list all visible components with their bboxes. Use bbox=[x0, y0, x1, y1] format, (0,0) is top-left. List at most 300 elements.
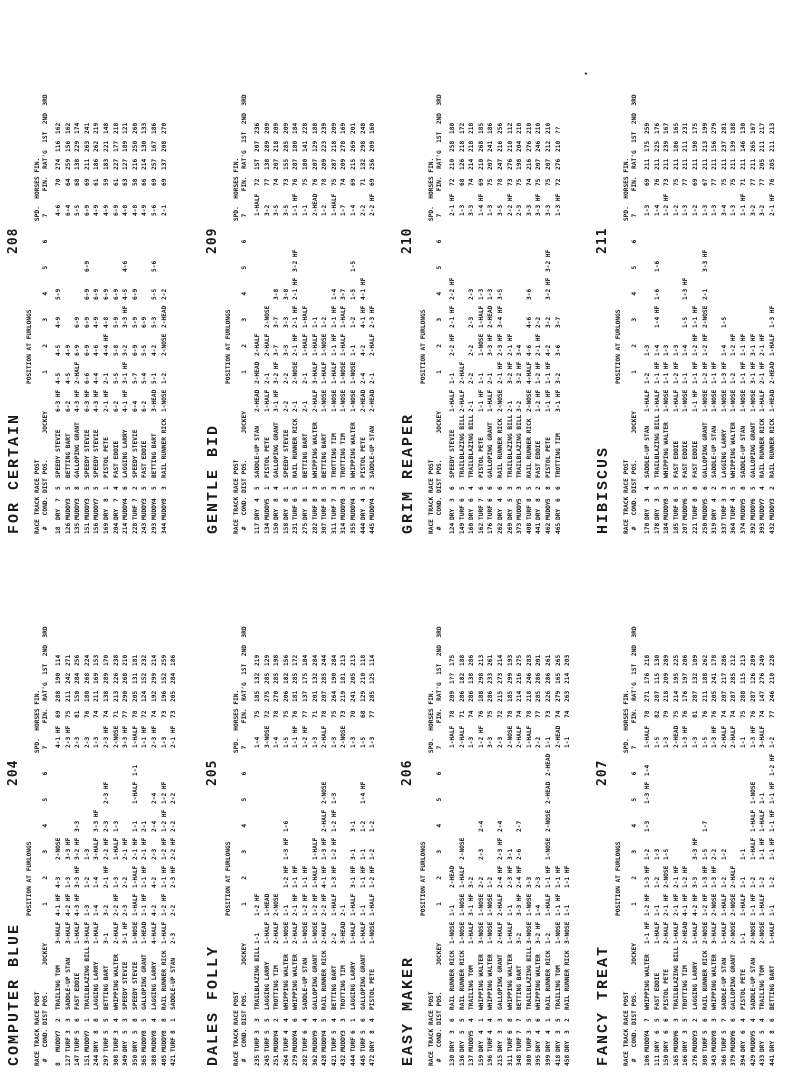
race-num: 214 bbox=[122, 522, 130, 534]
horse-3rd: 275 bbox=[516, 654, 524, 666]
furlong-3: 1-3 bbox=[64, 876, 72, 888]
furlong-1: 1-HEAD bbox=[768, 389, 776, 412]
horse-3rd: 176 bbox=[653, 122, 661, 134]
furlong-1: 1-NOSE bbox=[682, 389, 690, 412]
finish: 1-HALF bbox=[254, 193, 261, 216]
furlong-6: 3-3 HF bbox=[701, 249, 709, 272]
horse-2nd: 218 bbox=[468, 140, 476, 152]
furlong-4: 5-3 bbox=[150, 316, 158, 328]
race-row bbox=[73, 34, 83, 534]
furlong-2: 1-HALF bbox=[330, 893, 338, 916]
speed-rating: 71 bbox=[739, 178, 747, 186]
post-pos: 8 bbox=[74, 486, 82, 490]
furlong-2: 2-2 bbox=[170, 904, 178, 916]
furlong-3: 1-1 HF bbox=[544, 865, 552, 888]
horse-2nd: 126 bbox=[749, 672, 757, 684]
furlong-4: 3-7 bbox=[273, 316, 281, 328]
furlong-3: 4-6 bbox=[93, 344, 101, 356]
furlong-1: 3-HALF bbox=[83, 921, 91, 944]
horse-number: 208 bbox=[6, 227, 21, 254]
speed-rating: 59 bbox=[102, 178, 110, 186]
horse-3rd: 228 bbox=[768, 654, 776, 666]
horse-3rd: 133 bbox=[141, 122, 149, 134]
race-dist: 5 bbox=[720, 1030, 728, 1034]
furlong-1: 1-HALF bbox=[468, 921, 476, 944]
furlong-1: 2-HALF bbox=[273, 921, 281, 944]
furlong-2: 1-1 bbox=[477, 372, 485, 384]
speed-rating: 72 bbox=[554, 178, 562, 186]
horse-1st: 286 bbox=[487, 690, 495, 702]
race-num: 374 bbox=[739, 522, 747, 534]
furlong-4: 2-2 HF bbox=[102, 837, 110, 860]
furlong-1: 1-HALF bbox=[263, 389, 271, 412]
furlong-2: 1-1 HF bbox=[711, 361, 719, 384]
furlong-4: 3-2 HF bbox=[74, 837, 82, 860]
race-row bbox=[758, 34, 768, 534]
position-at-furlongs-label: POSITION AT FURLONGS bbox=[615, 841, 622, 916]
furlong-2: 2-NOSE bbox=[273, 893, 281, 916]
furlong-4: 2-NOSE bbox=[701, 305, 709, 328]
horse-1st: 209 bbox=[340, 158, 348, 170]
horse-2nd: 156 bbox=[711, 140, 719, 152]
furlong-4: 2-3 bbox=[150, 848, 158, 860]
horse-3rd: 224 bbox=[83, 654, 91, 666]
race-dist: 4 bbox=[282, 1030, 290, 1034]
post-pos: 2 bbox=[768, 486, 776, 490]
furlong-4: 1-1 HF bbox=[691, 305, 699, 328]
furlong-4: 2-NOSE bbox=[458, 837, 466, 860]
horse-2nd: 285 bbox=[263, 672, 271, 684]
post-pos: 6 bbox=[701, 486, 709, 490]
furlong-7: 2-HEAD bbox=[544, 753, 552, 776]
track-cond: DRY bbox=[477, 1040, 485, 1052]
horse-2nd: 208 bbox=[160, 140, 168, 152]
race-num: 445 bbox=[369, 522, 377, 534]
horse-2nd: 167 bbox=[150, 140, 158, 152]
horse-1st: 276 bbox=[554, 158, 562, 170]
race-dist: 3 bbox=[496, 1030, 504, 1034]
horse-1st: 271 bbox=[644, 690, 651, 702]
furlong-2: 2-2 bbox=[468, 372, 476, 384]
furlong-2: 1-1 bbox=[506, 904, 514, 916]
finish: 1-3 bbox=[93, 736, 101, 748]
post-pos: 4 bbox=[468, 1018, 476, 1022]
furlong-4: 1-1 bbox=[739, 848, 747, 860]
jockey: WHIPPING WALTER bbox=[292, 954, 300, 1010]
track-cond: MUDDY bbox=[263, 501, 271, 520]
race-dist: 5 bbox=[701, 1030, 709, 1034]
race-row bbox=[272, 34, 282, 534]
jockey: FAST EDDIE bbox=[691, 440, 699, 478]
furlong-3: 2-4 HF bbox=[516, 865, 524, 888]
furlong-2: 6-6 bbox=[83, 372, 91, 384]
race-dist: 6 bbox=[554, 498, 562, 502]
finish: 3-3 bbox=[525, 204, 533, 216]
furlong-1: 1-HALF bbox=[768, 921, 776, 944]
furlong-2: 4-3 HF bbox=[74, 893, 82, 916]
track-cond: TURF bbox=[487, 505, 495, 520]
speed-rating: 70 bbox=[55, 178, 62, 186]
race-row bbox=[477, 34, 487, 534]
post-pos: 3 bbox=[311, 486, 319, 490]
race-row bbox=[720, 34, 730, 534]
post-pos: 5 bbox=[102, 1018, 110, 1022]
track-cond: MUDDY bbox=[682, 501, 690, 520]
track-cond: MUDDY bbox=[711, 1033, 719, 1052]
furlong-2: 2-1 bbox=[102, 372, 110, 384]
furlong-4: 1-1 HF bbox=[330, 305, 338, 328]
track-cond: DRY bbox=[711, 508, 719, 520]
race-dist: 6 bbox=[506, 1030, 514, 1034]
race-row bbox=[486, 566, 496, 1066]
track-cond: DRY bbox=[468, 508, 476, 520]
horse-1st: 192 bbox=[150, 690, 158, 702]
furlong-5: 1-3 bbox=[477, 288, 485, 300]
post-pos: 8 bbox=[544, 486, 552, 490]
furlong-4: 1-2 HF bbox=[160, 837, 168, 860]
track-cond: TURF bbox=[330, 1037, 338, 1052]
furlong-1: 1-NOSE bbox=[330, 389, 338, 412]
furlong-1: 2-1 bbox=[301, 400, 309, 412]
furlong-4: 2-2 bbox=[711, 848, 719, 860]
position-at-furlongs-label: POSITION AT FURLONGS bbox=[26, 309, 33, 384]
horse-2nd: 197 bbox=[682, 672, 690, 684]
race-row bbox=[64, 34, 74, 534]
furlong-5: 2-4 bbox=[477, 820, 485, 832]
horse-3rd: 156 bbox=[282, 654, 290, 666]
post-pos: 2 bbox=[535, 486, 543, 490]
horse-1st: 198 bbox=[516, 158, 524, 170]
furlong-1: 1-HALF bbox=[720, 921, 728, 944]
furlong-2: 1-1 HF bbox=[554, 893, 562, 916]
furlong-5: 3-7 bbox=[340, 288, 348, 300]
furlong-4: 1-5 bbox=[720, 316, 728, 328]
speed-rating: 74 bbox=[468, 178, 476, 186]
horse-2nd: 165 bbox=[554, 672, 562, 684]
speed-rating: 76 bbox=[477, 710, 485, 718]
furlong-2: 1-2 bbox=[160, 372, 168, 384]
furlong-2: 1-1 HF bbox=[663, 361, 671, 384]
furlong-3: 2-2 bbox=[122, 876, 130, 888]
furlong-4: 2-1 HF bbox=[141, 837, 149, 860]
post-pos: 8 bbox=[506, 1018, 514, 1022]
race-row bbox=[140, 566, 150, 1066]
race-row bbox=[681, 34, 691, 534]
horse-1st: 211 bbox=[711, 158, 719, 170]
horse-3rd: 209 bbox=[330, 122, 338, 134]
furlong-1: 2-2 bbox=[330, 932, 338, 944]
post-pos: 5 bbox=[458, 1018, 466, 1022]
furlong-5: 3-8 bbox=[282, 288, 290, 300]
race-dist: 7 bbox=[330, 498, 338, 502]
furlong-3: 2-4 HF bbox=[496, 865, 504, 888]
track-cond: MUDDY bbox=[663, 501, 671, 520]
furlong-6: 2-NOSE bbox=[321, 781, 329, 804]
furlong-2: 1-1 bbox=[449, 904, 456, 916]
horse-2nd: 210 bbox=[359, 672, 367, 684]
furlong-1: 2-NOSE bbox=[749, 921, 757, 944]
furlong-1: 2-HEAD bbox=[359, 389, 367, 412]
furlong-3: 1-1 HF bbox=[359, 865, 367, 888]
finish: 2-3 bbox=[83, 736, 91, 748]
race-dist: 3 bbox=[74, 498, 82, 502]
race-row bbox=[554, 34, 564, 534]
race-row bbox=[525, 34, 535, 534]
furlong-4: 3-1 bbox=[349, 848, 357, 860]
speed-rating: 74 bbox=[525, 178, 533, 186]
horse-2nd: 217 bbox=[720, 672, 728, 684]
horse-3rd: 148 bbox=[102, 122, 110, 134]
horse-3rd: 261 bbox=[544, 654, 552, 666]
furlong-3: 1-1 bbox=[349, 344, 357, 356]
speed-rating: 75 bbox=[739, 710, 747, 718]
furlong-3: 6-9 bbox=[74, 344, 82, 356]
track-cond: DRY bbox=[496, 1040, 504, 1052]
jockey: PISTOL PETE bbox=[263, 437, 271, 478]
race-row bbox=[477, 566, 487, 1066]
horse-3rd: 286 bbox=[720, 654, 728, 666]
speed-rating: 77 bbox=[263, 178, 271, 186]
post-pos: 4 bbox=[644, 486, 651, 490]
post-pos: 6 bbox=[477, 486, 485, 490]
post-pos: 6 bbox=[74, 1018, 82, 1022]
horse-3rd: 109 bbox=[691, 654, 699, 666]
furlong-2: 2-2 HF bbox=[321, 893, 329, 916]
track-cond: MUDDY bbox=[701, 501, 709, 520]
furlong-6: 1-3 bbox=[330, 792, 338, 804]
track-cond: DRY bbox=[759, 1040, 767, 1052]
race-dist: 4 bbox=[359, 498, 367, 502]
furlong-2: 2-2 bbox=[282, 372, 290, 384]
race-row bbox=[720, 566, 730, 1066]
furlong-1: 1-NOSE bbox=[340, 389, 348, 412]
horse-1st: 211 bbox=[691, 158, 699, 170]
horse-1st: 288 bbox=[55, 690, 62, 702]
speed-rating: 76 bbox=[311, 178, 319, 186]
horse-2nd: 250 bbox=[131, 140, 139, 152]
furlong-2: 3-3 HF bbox=[516, 893, 524, 916]
race-rows bbox=[253, 566, 378, 1066]
post-pos: 3 bbox=[711, 1018, 719, 1022]
speed-rating: 78 bbox=[644, 710, 651, 718]
speed-rating: 78 bbox=[131, 710, 139, 718]
race-dist: 3 bbox=[768, 498, 776, 502]
finish: 2-HALF bbox=[516, 725, 524, 748]
race-num: 169 bbox=[102, 522, 110, 534]
furlong-4: 2-2 HF bbox=[170, 837, 178, 860]
furlong-3: 2-HALF bbox=[730, 865, 738, 888]
horse-1st: 211 bbox=[701, 158, 709, 170]
horse-2nd: 132 bbox=[691, 672, 699, 684]
horse-2nd: 265 bbox=[749, 140, 757, 152]
horse-block bbox=[205, 34, 395, 534]
jockey: WHIPPING WALTER bbox=[112, 954, 120, 1010]
furlong-4: 1-HALF bbox=[112, 837, 120, 860]
horse-1st: 214 bbox=[141, 158, 149, 170]
horse-2nd: 156 bbox=[64, 140, 72, 152]
race-dist: 3 bbox=[720, 498, 728, 502]
horse-3rd: 289 bbox=[749, 654, 757, 666]
horse-1st: 155 bbox=[282, 158, 290, 170]
furlong-2: 2-HALF bbox=[74, 361, 82, 384]
horse-1st: 205 bbox=[759, 158, 767, 170]
furlong-1: 1-HALF bbox=[449, 389, 456, 412]
horse-1st: 215 bbox=[349, 158, 357, 170]
jockey: PISTOL PETE bbox=[739, 969, 747, 1010]
finish: 1-1 HF bbox=[739, 193, 747, 216]
finish: 1-3 bbox=[458, 204, 466, 216]
horse-1st: 185 bbox=[506, 690, 514, 702]
furlong-5: 6-9 bbox=[112, 288, 120, 300]
post-pos: 6 bbox=[768, 1018, 776, 1022]
furlong-4: 1-3 bbox=[83, 848, 91, 860]
race-row bbox=[467, 34, 477, 534]
horse-2nd: 138 bbox=[468, 672, 476, 684]
race-dist: 5 bbox=[330, 1030, 338, 1034]
finish: 2-HEAD bbox=[311, 193, 319, 216]
furlong-5: 2-2 bbox=[160, 288, 168, 300]
race-row bbox=[339, 34, 349, 534]
track-cond: MUDDY bbox=[160, 1033, 168, 1052]
column-header-line-1: RACE TRACK RACE POST SPD. HORSES FIN. bbox=[623, 157, 630, 534]
furlong-3: 1-2 HF bbox=[682, 865, 690, 888]
race-num: 421 bbox=[170, 1054, 178, 1066]
speed-rating: 76 bbox=[292, 710, 300, 718]
speed-rating: 78 bbox=[321, 710, 329, 718]
furlong-5: 1-6 bbox=[653, 288, 661, 300]
horse-3rd: 209 bbox=[263, 122, 271, 134]
speed-rating: 67 bbox=[701, 178, 709, 186]
horse-2nd: 262 bbox=[93, 140, 101, 152]
horse-3rd: 162 bbox=[64, 122, 72, 134]
horse-1st: 275 bbox=[263, 690, 271, 702]
race-row bbox=[121, 34, 131, 534]
finish: 1-2 HF bbox=[477, 725, 485, 748]
finish: 3-NOSE bbox=[263, 725, 271, 748]
horse-3rd: 130 bbox=[653, 654, 661, 666]
horse-2nd: 216 bbox=[496, 140, 504, 152]
post-pos: 5 bbox=[292, 486, 300, 490]
furlong-1: 1-HALF bbox=[487, 389, 495, 412]
track-cond: TURF bbox=[263, 1037, 271, 1052]
horse-1st: 211 bbox=[83, 158, 91, 170]
horse-2nd: 213 bbox=[701, 140, 709, 152]
speed-rating: 72 bbox=[496, 710, 504, 718]
furlong-1: 2-2 bbox=[282, 400, 290, 412]
finish: 2-NOSE bbox=[506, 725, 514, 748]
horse-2nd: 210 bbox=[506, 140, 514, 152]
column-header-line-1: RACE TRACK RACE POST SPD. HORSES FIN. bbox=[233, 689, 240, 1066]
jockey: TRAILBLAZING BILL bbox=[468, 414, 476, 478]
horse-2nd: 198 bbox=[691, 140, 699, 152]
jockey: WHIPPING WALTER bbox=[487, 954, 495, 1010]
race-num: 337 bbox=[720, 522, 728, 534]
furlong-4: 3-1 bbox=[506, 848, 514, 860]
race-dist: 3 bbox=[644, 498, 651, 502]
race-num: 319 bbox=[711, 522, 719, 534]
furlong-3: 1-1 HF bbox=[739, 333, 747, 356]
race-row bbox=[349, 566, 359, 1066]
race-dist: 8 bbox=[525, 498, 533, 502]
race-num: 348 bbox=[516, 1054, 524, 1066]
race-num: 282 bbox=[301, 1054, 309, 1066]
race-num: 432 bbox=[768, 522, 776, 534]
horse-2nd: 195 bbox=[672, 672, 680, 684]
horse-name: FOR CERTAIN bbox=[6, 412, 23, 534]
jockey: TRAILBLAZING BILL bbox=[672, 946, 680, 1010]
race-dist: 9 bbox=[311, 1030, 319, 1034]
race-row bbox=[681, 566, 691, 1066]
furlong-1: 3-HALF bbox=[64, 921, 72, 944]
furlong-1: 1-NOSE bbox=[711, 389, 719, 412]
furlong-5: 1-3 HF bbox=[682, 277, 690, 300]
speed-rating: 76 bbox=[653, 178, 661, 186]
column-header-line-2: # COND. DIST POS. JOCKEY 1 2 3 4 5 6 7 FIN. RAT'G 1ST 2ND 3RD bbox=[42, 626, 49, 1066]
furlong-1: 2-HEAD bbox=[682, 921, 690, 944]
race-dist: 5 bbox=[263, 1030, 271, 1034]
furlong-3: 1-4 bbox=[720, 344, 728, 356]
finish: 1-2 bbox=[672, 204, 680, 216]
speed-rating: 71 bbox=[359, 178, 367, 186]
horse-2nd: 1?? bbox=[449, 672, 456, 684]
race-dist: 8 bbox=[93, 1030, 101, 1034]
furlong-3: 4-2 bbox=[544, 344, 552, 356]
race-dist: 8 bbox=[150, 1030, 158, 1034]
furlong-3: 3-2 bbox=[122, 344, 130, 356]
race-row bbox=[131, 34, 141, 534]
horse-number: 210 bbox=[400, 227, 415, 254]
track-cond: DRY bbox=[122, 1040, 130, 1052]
furlong-1: 1-NOSE bbox=[349, 389, 357, 412]
jockey: RAIL RUNNER RICK bbox=[160, 950, 168, 1010]
furlong-2: 1-2 HF bbox=[160, 893, 168, 916]
post-pos: 5 bbox=[525, 486, 533, 490]
race-num: 184 bbox=[663, 522, 671, 534]
horse-2nd: 276 bbox=[759, 672, 767, 684]
finish: 3-4 bbox=[720, 204, 728, 216]
horse-2nd: 181 bbox=[340, 672, 348, 684]
race-num: 221 bbox=[691, 522, 699, 534]
race-row bbox=[291, 566, 301, 1066]
horse-number: 204 bbox=[6, 759, 21, 786]
jockey: GALLOPING GRANT bbox=[141, 954, 149, 1010]
race-row bbox=[739, 566, 749, 1066]
horse-2nd: 218 bbox=[273, 140, 281, 152]
furlong-2: 1-1 bbox=[359, 904, 367, 916]
furlong-3: 2-3 HF bbox=[496, 333, 504, 356]
track-cond: DRY bbox=[273, 508, 281, 520]
furlong-3: 1-1 HF bbox=[564, 865, 572, 888]
post-pos: 2 bbox=[711, 486, 719, 490]
race-row bbox=[169, 566, 179, 1066]
furlong-2: 1-1 bbox=[564, 904, 572, 916]
furlong-3: 4-9 bbox=[64, 344, 72, 356]
race-num: 429 bbox=[749, 1054, 757, 1066]
furlong-2: 4-2 HF bbox=[64, 893, 72, 916]
furlong-1: 1-1 HF bbox=[477, 389, 485, 412]
finish: 4-6 bbox=[55, 204, 62, 216]
furlong-1: 1-HALF bbox=[160, 921, 168, 944]
race-row bbox=[710, 34, 720, 534]
furlong-4: 4-9 bbox=[93, 316, 101, 328]
furlong-5: 3-1 bbox=[349, 820, 357, 832]
race-num: 433 bbox=[759, 1054, 767, 1066]
horse-1st: 215 bbox=[496, 690, 504, 702]
furlong-1: 1-NOSE bbox=[369, 921, 377, 944]
race-dist: 4 bbox=[273, 1030, 281, 1034]
horse-2nd: 284 bbox=[170, 672, 178, 684]
post-pos: 4 bbox=[150, 1018, 158, 1022]
